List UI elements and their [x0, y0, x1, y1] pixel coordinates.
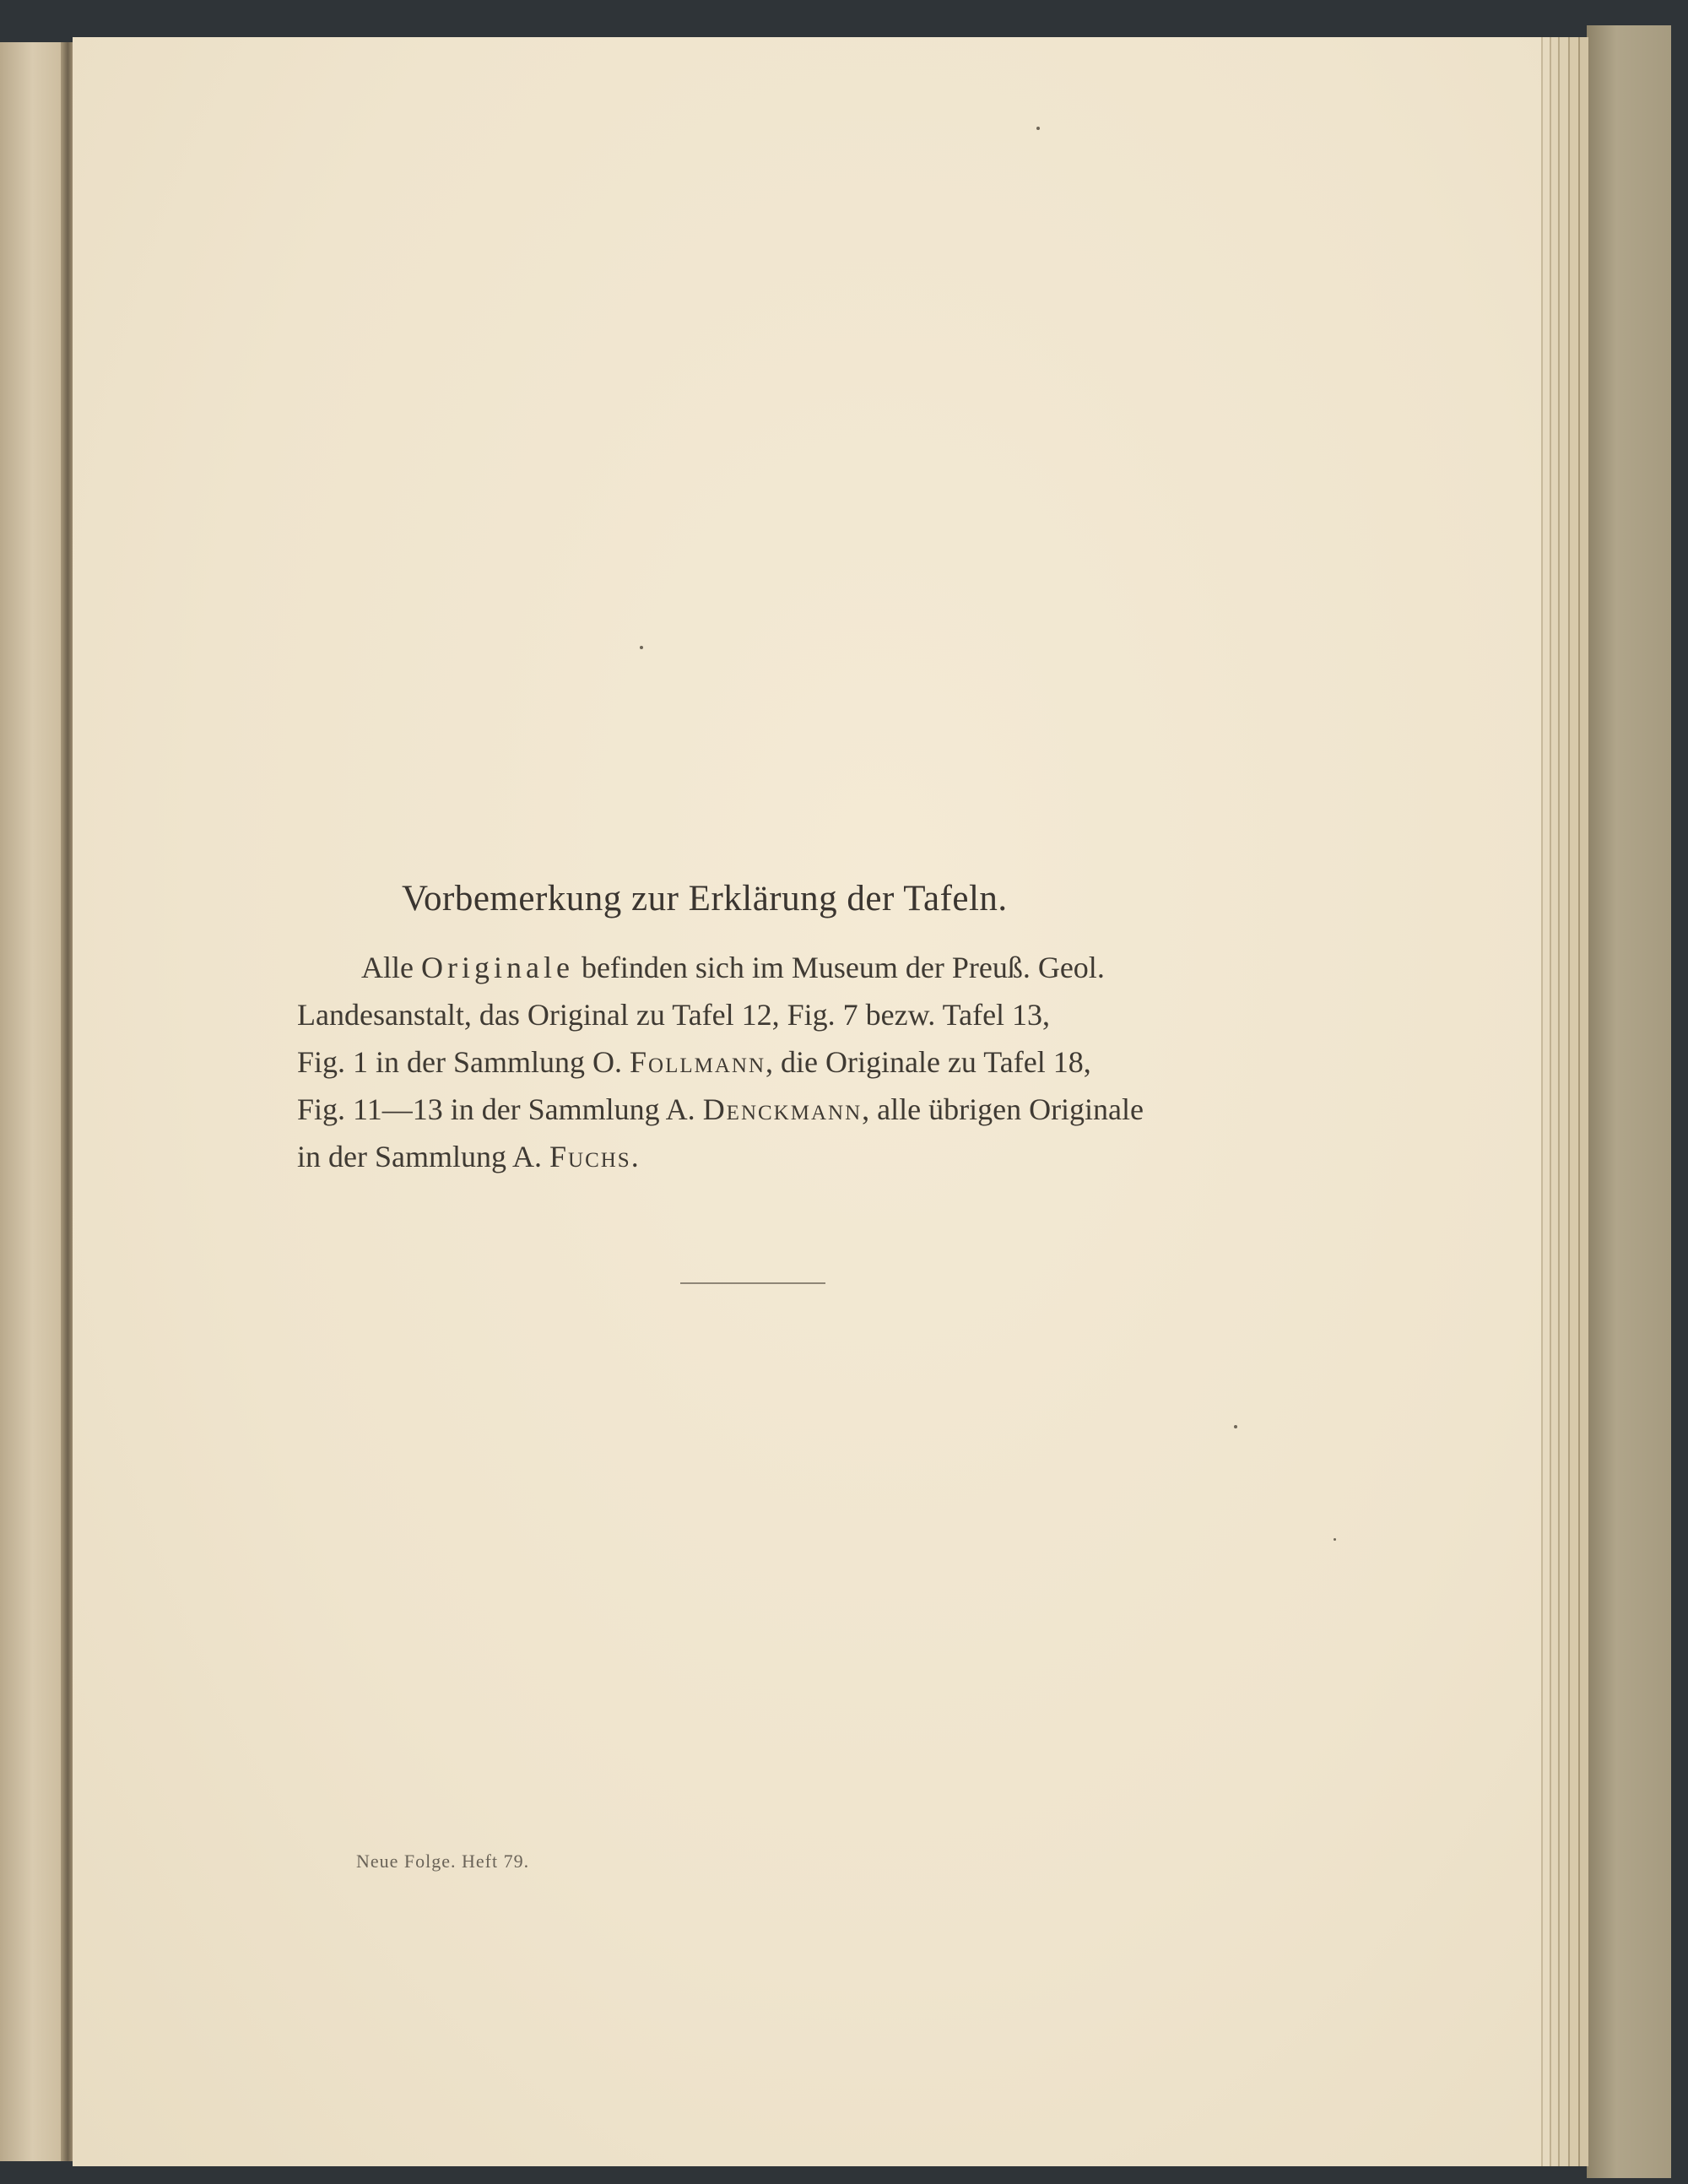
page-edge: [1568, 37, 1578, 2166]
paragraph-line: [297, 1038, 1225, 1086]
paragraph-line: Landesanstalt, das Original zu Tafel 12, Fig. 7 bezw. Tafel 13,: [297, 998, 1051, 1032]
section-title: Vorbemerkung zur Erklärung der Tafeln.: [402, 879, 1008, 919]
page-edge: [1578, 37, 1588, 2166]
page-footer: Neue Folge. Heft 79.: [356, 1851, 530, 1872]
section-divider: [680, 1282, 825, 1284]
text-span: , die Originale zu Tafel 18,: [766, 1045, 1091, 1079]
intro-paragraph: [297, 944, 1225, 1180]
paragraph-line: [297, 944, 1225, 991]
paragraph-line: [297, 1086, 1225, 1133]
paragraph-line: [297, 1133, 1225, 1180]
text-span: befinden sich im Museum der Preuß. Geol.: [581, 951, 1105, 984]
page-edge: [1541, 37, 1550, 2166]
paper-speck: [1334, 1538, 1336, 1541]
page-edge: [1558, 37, 1568, 2166]
person-name: Denckmann: [702, 1092, 863, 1126]
person-name: Follmann: [630, 1045, 766, 1079]
paper-speck: [1036, 127, 1040, 130]
text-span: Fig. 1 in der Sammlung O.: [297, 1045, 622, 1079]
text-span: Fig. 11—13 in der Sammlung A.: [297, 1092, 695, 1126]
book-cover-board: [1587, 25, 1671, 2178]
text-span: in der Sammlung A.: [297, 1140, 542, 1173]
text-span: , alle übrigen Originale: [862, 1092, 1144, 1126]
paper-speck: [1234, 1425, 1237, 1428]
text-span: .: [630, 1140, 639, 1173]
person-name: Fuchs: [549, 1140, 631, 1173]
spaced-word: Originale: [420, 951, 574, 984]
paper-speck: [640, 646, 643, 649]
text-span: Alle: [361, 951, 414, 984]
page-edge: [1550, 37, 1558, 2166]
book-gutter: [61, 42, 73, 2161]
